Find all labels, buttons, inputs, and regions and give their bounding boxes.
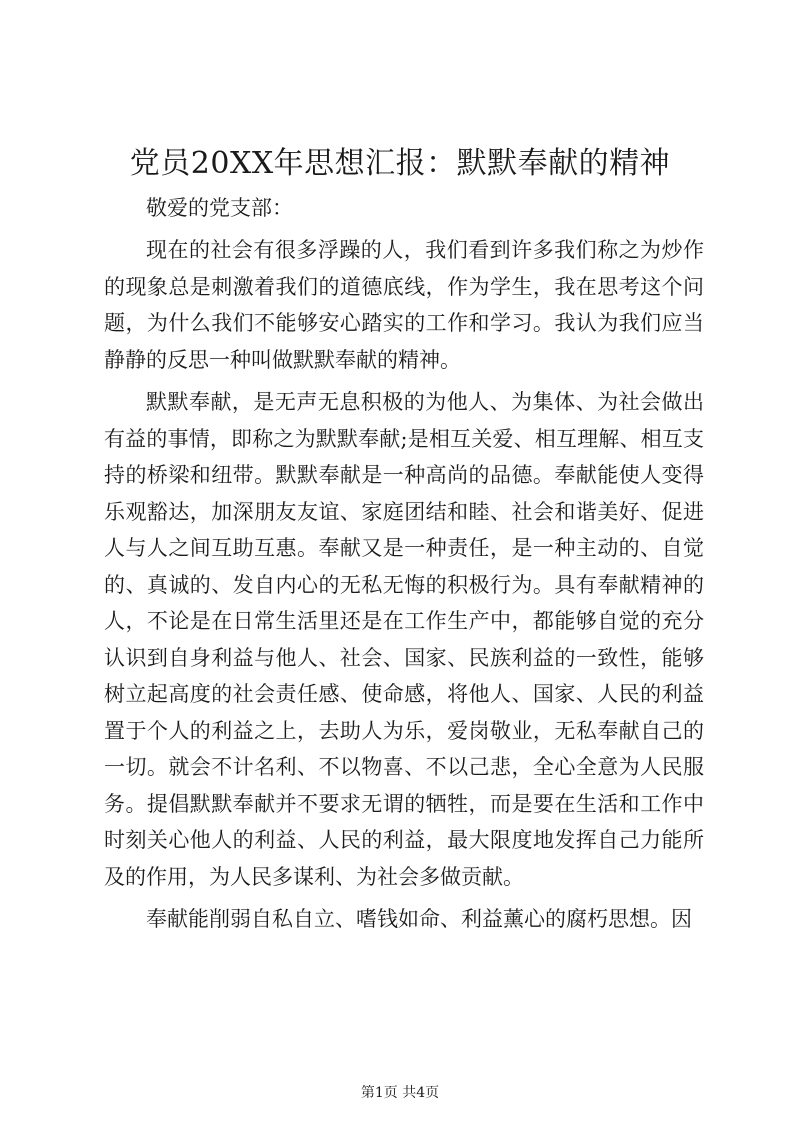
page-footer: 第1页 共4页 [360, 1085, 440, 1101]
document-body [104, 188, 704, 938]
paragraph-2: 默默奉献，是无声无息积极的为他人、为集体、为社会做出有益的事情，即称之为默默奉献;是相互关爱、相互理解、相互支持的桥梁和纽带。默默奉献是一种高尚的品德。奉献能使人变得乐观豁达，加深朋友友谊、家庭团结和睦、社会和谐美好、促进人与人之间互助互惠。奉献又是一种责任，是一种主动的、自觉的、真诚的、发自内心的无私无悔的积极行为。具有奉献精神的人，不论是在日常生活里还是在工作生产中，都能够自觉的充分认识到自身利益与他人、社会、国家、民族利益的一致性，能够树立起高度的社会责任感、使命感，将他人、国家、人民的利益置于个人的利益之上，去助人为乐，爱岗敬业，无私奉献自己的一切。就会不计名利、不以物喜、不以己悲，全心全意为人民服务。提倡默默奉献并不要求无谓的牺牲，而是要在生活和工作中时刻关心他人的利益、人民的利益，最大限度地发挥自己力能所及的作用，为人民多谋利、为社会多做贡献。 [104, 390, 704, 889]
salutation: 敬爱的党支部： [146, 196, 293, 220]
paragraph-3: 奉献能削弱自私自立、嗜钱如命、利益薰心的腐朽思想。因 [146, 907, 692, 931]
paragraph-1: 现在的社会有很多浮躁的人，我们看到许多我们称之为炒作的现象总是刺激着我们的道德底线，作为学生，我在思考这个问题，为什么我们不能够安心踏实的工作和学习。我认为我们应当静静的反思一种叫做默默奉献的精神。 [104, 238, 704, 372]
page-title: 党员20XX年思想汇报：默默奉献的精神 [129, 146, 671, 181]
